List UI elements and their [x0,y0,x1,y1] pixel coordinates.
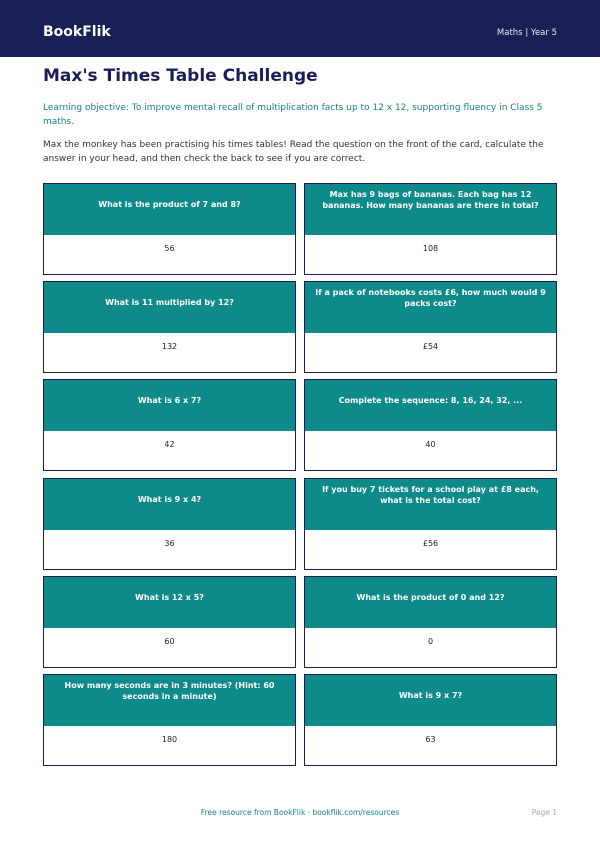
brand-logo[interactable]: BookFlik [43,24,111,40]
card-answer: 180 [161,735,178,744]
card-answer: £54 [422,342,439,351]
card-question: What is 11 multiplied by 12? [44,282,295,333]
card-question: If you buy 7 tickets for a school play at £8 each, what is the total cost? [305,479,556,530]
flashcard[interactable] [43,281,296,373]
card-question: What is 9 x 4? [44,479,295,530]
card-question: What is the product of 0 and 12? [305,577,556,628]
flashcard[interactable] [43,379,296,471]
card-answer: 132 [161,342,178,351]
flashcard[interactable] [43,674,296,766]
flashcard[interactable] [304,183,557,275]
flashcard[interactable] [304,674,557,766]
card-answer: 42 [164,440,175,449]
card-question: What is 12 x 5? [44,577,295,628]
page-number: Page 1 [531,808,557,817]
card-question: What is 9 x 7? [305,675,556,726]
flashcard[interactable] [43,576,296,668]
card-answer: 60 [164,637,175,646]
page-title: Max's Times Table Challenge [43,66,318,86]
flashcard[interactable] [304,576,557,668]
flashcard[interactable] [43,478,296,570]
card-question: Max has 9 bags of bananas. Each bag has 12 bananas. How many bananas are there in total? [305,184,556,235]
card-question: If a pack of notebooks costs £6, how much would 9 packs cost? [305,282,556,333]
header-bar [0,0,600,57]
flashcard[interactable] [304,379,557,471]
card-answer: 40 [425,440,436,449]
card-answer: 63 [425,735,436,744]
learning-objective: Learning objective: To improve mental recall of multiplication facts up to 12 x 12, supporting fluency in Class 5 maths. [43,103,543,127]
card-answer: 0 [427,637,434,646]
flashcard[interactable] [304,281,557,373]
card-answer: 108 [422,244,439,253]
card-answer: £56 [422,539,439,548]
card-question: How many seconds are in 3 minutes? (Hint: 60 seconds in a minute) [44,675,295,726]
intro-text: Max the monkey has been practising his times tables! Read the question on the front of the card, calculate the answer in your head, and then check the back to see if you are correct. [43,140,544,164]
card-question: What is the product of 7 and 8? [44,184,295,235]
card-answer: 56 [164,244,175,253]
card-answer: 36 [164,539,175,548]
breadcrumb: Maths | Year 5 [496,28,557,38]
flashcard[interactable] [304,478,557,570]
card-question: What is 6 x 7? [44,380,295,431]
card-question: Complete the sequence: 8, 16, 24, 32, ... [305,380,556,431]
footer-credit: Free resource from BookFlik · bookflik.com/resources [200,808,400,817]
flashcard[interactable] [43,183,296,275]
